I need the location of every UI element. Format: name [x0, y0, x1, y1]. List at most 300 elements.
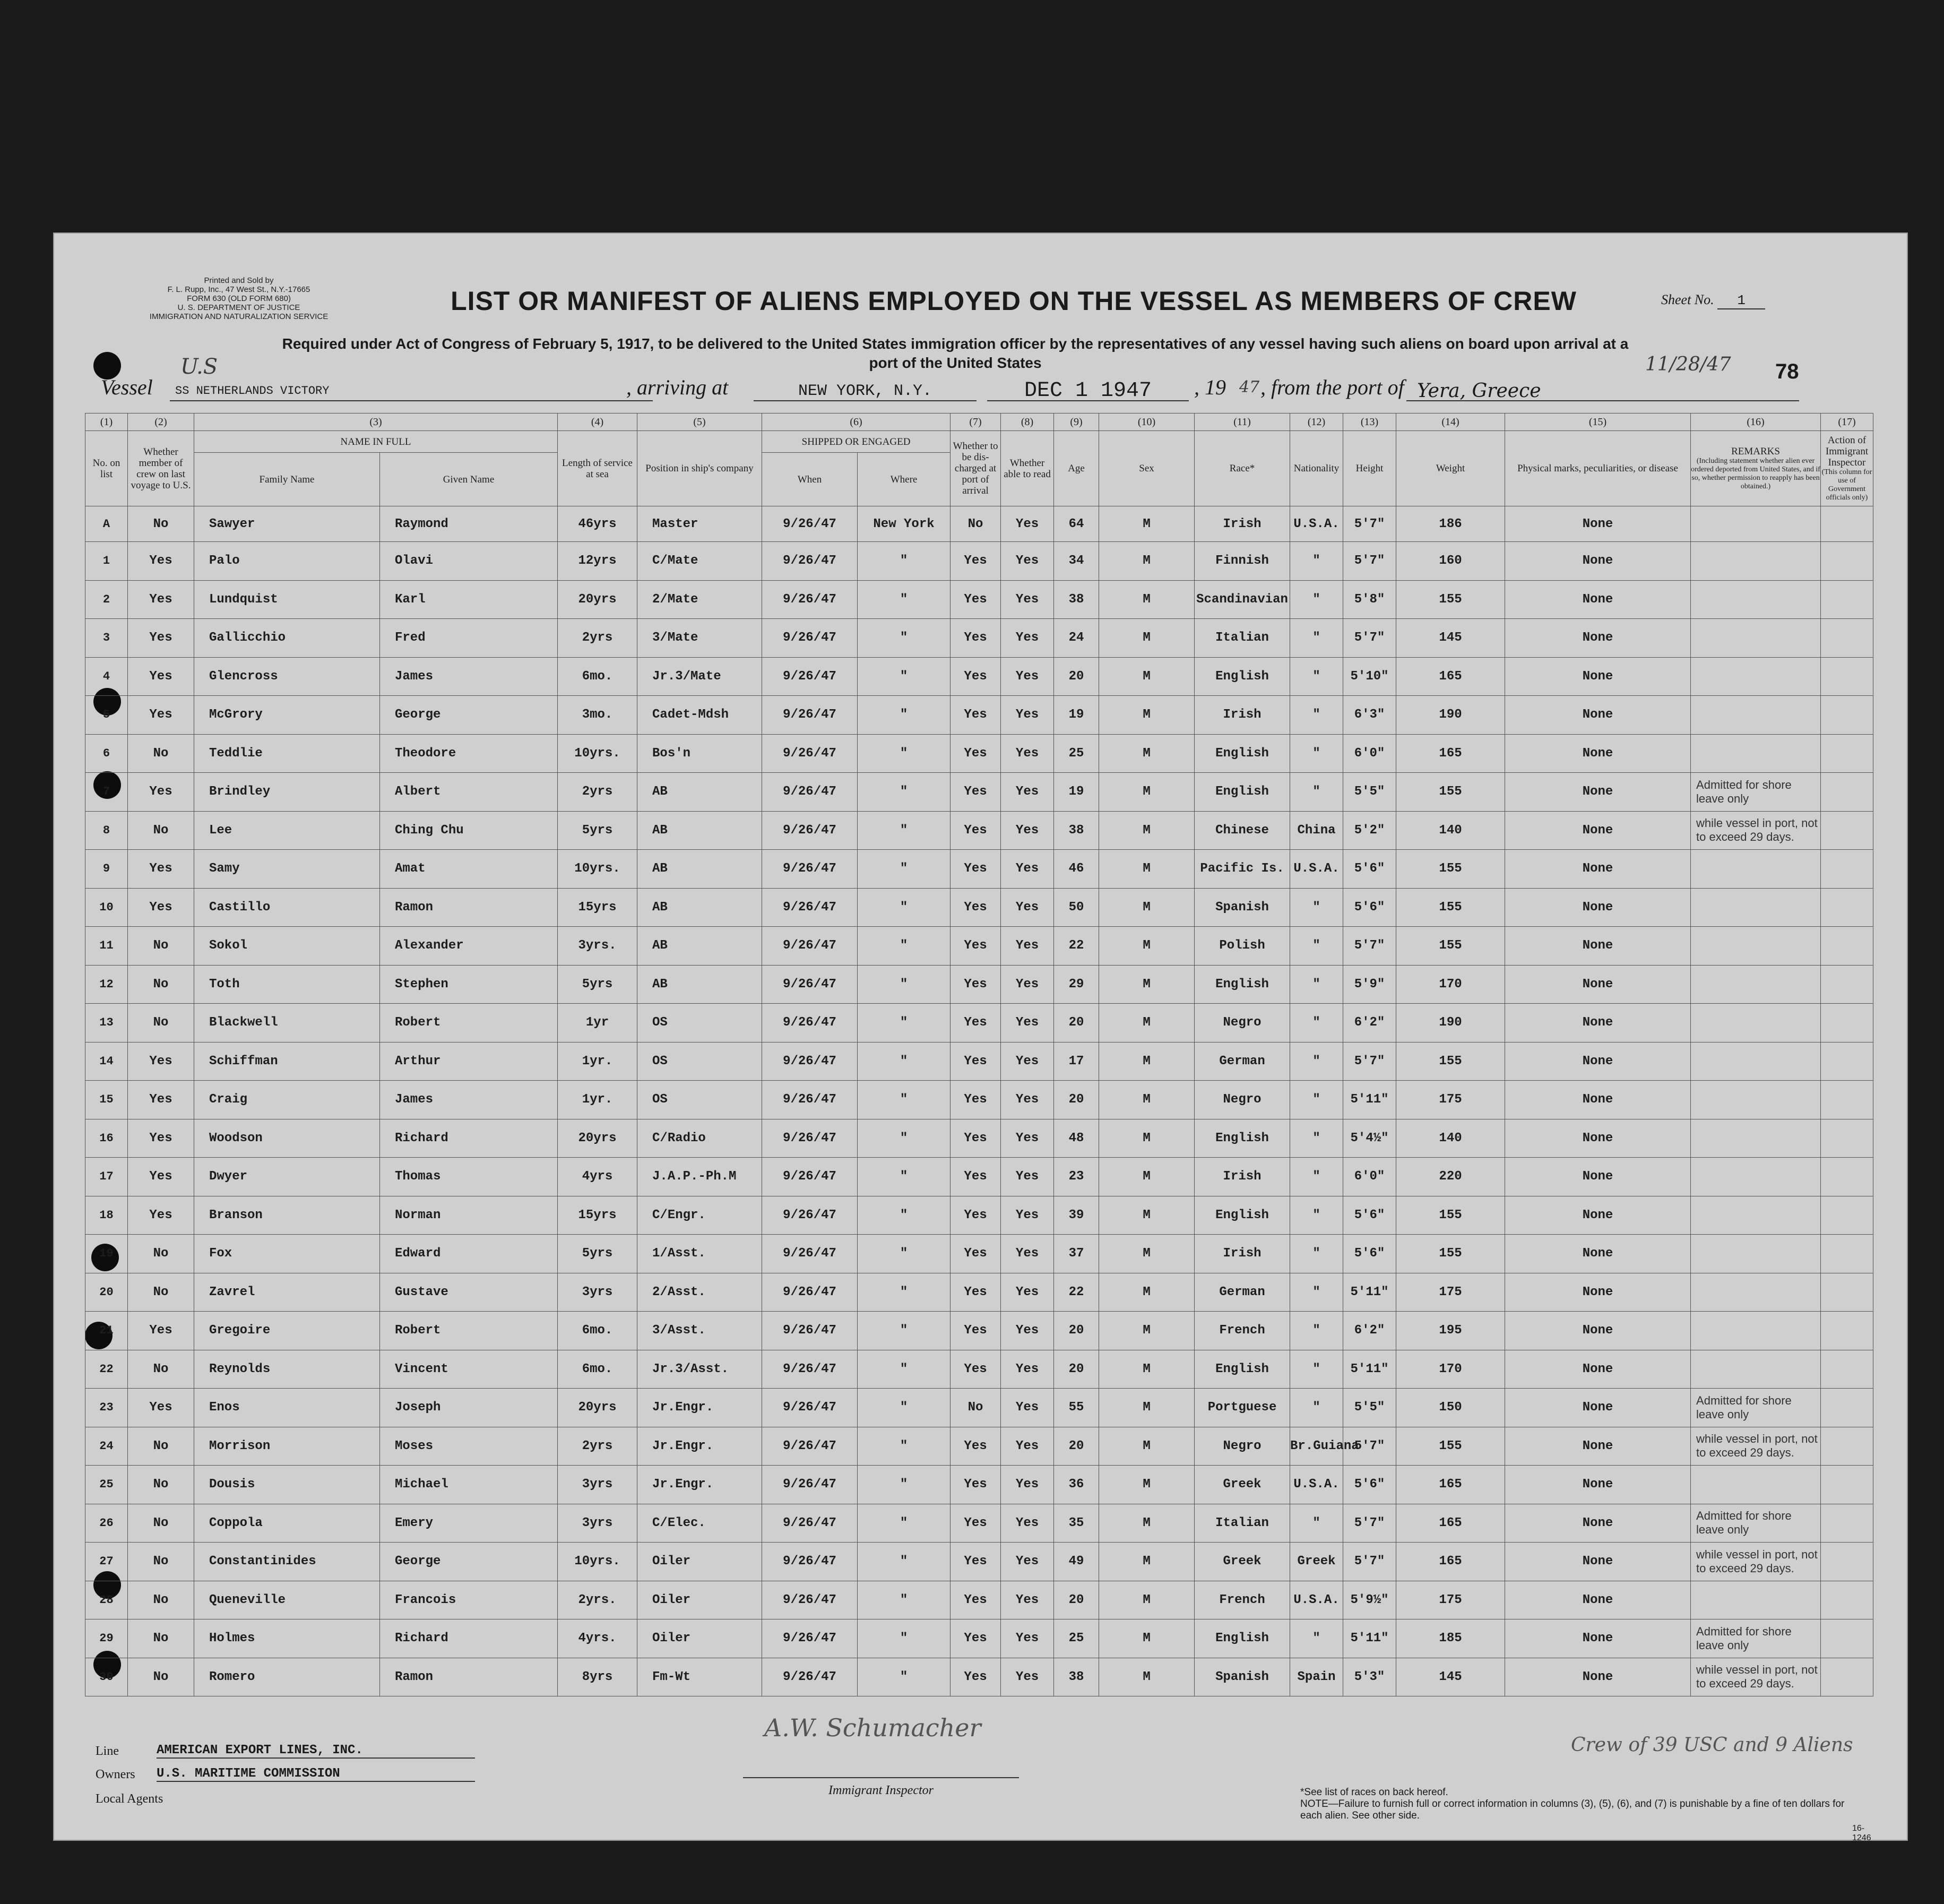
shipped-where-cell: ": [858, 1658, 951, 1696]
table-row: [85, 1081, 1873, 1119]
family-name-cell: Palo: [194, 542, 380, 581]
given-name-cell: Ramon: [380, 888, 558, 927]
nationality-cell: U.S.A.: [1290, 506, 1343, 542]
inspector-action-cell: [1821, 773, 1873, 812]
given-name-cell: Stephen: [380, 965, 558, 1004]
height-cell: 5'9": [1343, 965, 1396, 1004]
weight-cell: 140: [1396, 1119, 1505, 1158]
family-name-cell: Holmes: [194, 1619, 380, 1658]
age-cell: 22: [1054, 927, 1099, 966]
can-read-cell: Yes: [1001, 1658, 1054, 1696]
physical-marks-cell: None: [1505, 1543, 1691, 1581]
weight-cell: 165: [1396, 734, 1505, 773]
nationality-cell: ": [1290, 1158, 1343, 1196]
list-number-cell: 15: [85, 1081, 128, 1119]
sex-cell: M: [1099, 696, 1195, 735]
footnotes: [1300, 1787, 1857, 1822]
remarks-cell: while vessel in port, not to exceed 29 days.: [1691, 1427, 1821, 1466]
col-family-name: Family Name: [194, 453, 380, 506]
weight-cell: 165: [1396, 1466, 1505, 1504]
nationality-cell: ": [1290, 888, 1343, 927]
service-length-cell: 46yrs: [558, 506, 637, 542]
table-row: [85, 1581, 1873, 1619]
shipped-where-cell: ": [858, 773, 951, 812]
shipped-when-cell: 9/26/47: [762, 1312, 858, 1350]
height-cell: 5'4½": [1343, 1119, 1396, 1158]
discharged-cell: Yes: [951, 1466, 1001, 1504]
shipped-where-cell: ": [858, 1273, 951, 1312]
height-cell: 5'9½": [1343, 1581, 1396, 1619]
age-cell: 38: [1054, 580, 1099, 619]
age-cell: 20: [1054, 1427, 1099, 1466]
physical-marks-cell: None: [1505, 1119, 1691, 1158]
inspector-action-cell: [1821, 1658, 1873, 1696]
age-cell: 35: [1054, 1504, 1099, 1543]
shipped-where-cell: ": [858, 1158, 951, 1196]
sex-cell: M: [1099, 1042, 1195, 1081]
shipped-where-cell: ": [858, 1504, 951, 1543]
col-name-in-full: NAME IN FULL: [194, 431, 558, 453]
shipped-when-cell: 9/26/47: [762, 1658, 858, 1696]
shipped-when-cell: 9/26/47: [762, 696, 858, 735]
race-cell: German: [1195, 1042, 1290, 1081]
can-read-cell: Yes: [1001, 773, 1054, 812]
shipped-when-cell: 9/26/47: [762, 850, 858, 889]
discharged-cell: Yes: [951, 888, 1001, 927]
table-row: [85, 1504, 1873, 1543]
discharged-cell: Yes: [951, 1312, 1001, 1350]
weight-cell: 165: [1396, 1504, 1505, 1543]
shipped-where-cell: ": [858, 1004, 951, 1043]
last-voyage-cell: No: [128, 811, 194, 850]
vessel-prefix-hand: U.S: [180, 355, 218, 379]
family-name-cell: Coppola: [194, 1504, 380, 1543]
last-voyage-cell: Yes: [128, 1158, 194, 1196]
table-row: [85, 1543, 1873, 1581]
from-label: , from the port of: [1260, 375, 1404, 399]
last-voyage-cell: Yes: [128, 696, 194, 735]
last-voyage-cell: Yes: [128, 1042, 194, 1081]
family-name-cell: Morrison: [194, 1427, 380, 1466]
remarks-cell: [1691, 1042, 1821, 1081]
inspector-action-cell: [1821, 811, 1873, 850]
penalty-footnote: NOTE—Failure to furnish full or correct information in columns (3), (5), (6), and (7) is punishable by a fine of ten dollars for each alien. See other side.: [1300, 1798, 1845, 1821]
nationality-cell: ": [1290, 657, 1343, 696]
shipped-where-cell: ": [858, 1312, 951, 1350]
col-shipped-engaged: SHIPPED OR ENGAGED: [762, 431, 951, 453]
service-length-cell: 10yrs.: [558, 1543, 637, 1581]
agents-label: Local Agents: [96, 1792, 163, 1806]
position-cell: OS: [637, 1081, 762, 1119]
discharged-cell: Yes: [951, 1427, 1001, 1466]
list-number-cell: 4: [85, 657, 128, 696]
family-name-cell: Dwyer: [194, 1158, 380, 1196]
service-length-cell: 2yrs: [558, 773, 637, 812]
weight-cell: 155: [1396, 1196, 1505, 1235]
shipped-where-cell: ": [858, 696, 951, 735]
service-length-cell: 1yr.: [558, 1081, 637, 1119]
col-number: (14): [1396, 413, 1505, 431]
race-cell: Spanish: [1195, 888, 1290, 927]
list-number-cell: 21: [85, 1312, 128, 1350]
given-name-cell: Joseph: [380, 1389, 558, 1427]
given-name-cell: Michael: [380, 1466, 558, 1504]
sex-cell: M: [1099, 580, 1195, 619]
remarks-cell: [1691, 927, 1821, 966]
shipped-where-cell: ": [858, 850, 951, 889]
inspector-action-cell: [1821, 734, 1873, 773]
last-voyage-cell: Yes: [128, 850, 194, 889]
last-voyage-cell: No: [128, 1350, 194, 1389]
position-cell: Oiler: [637, 1581, 762, 1619]
discharged-cell: Yes: [951, 1158, 1001, 1196]
shipped-when-cell: 9/26/47: [762, 1235, 858, 1273]
table-row: [85, 580, 1873, 619]
shipped-when-cell: 9/26/47: [762, 619, 858, 658]
col-number: (3): [194, 413, 558, 431]
list-number-cell: 29: [85, 1619, 128, 1658]
col-number: (8): [1001, 413, 1054, 431]
inspector-action-cell: [1821, 965, 1873, 1004]
inspector-action-cell: [1821, 888, 1873, 927]
can-read-cell: Yes: [1001, 506, 1054, 542]
inspector-action-cell: [1821, 1543, 1873, 1581]
race-cell: English: [1195, 1350, 1290, 1389]
weight-cell: 185: [1396, 1619, 1505, 1658]
weight-cell: 175: [1396, 1581, 1505, 1619]
col-when: When: [762, 453, 858, 506]
shipped-when-cell: 9/26/47: [762, 506, 858, 542]
manifest-footer: [96, 1734, 1871, 1842]
col-number: (4): [558, 413, 637, 431]
remarks-cell: [1691, 696, 1821, 735]
col-nationality: Nationality: [1290, 431, 1343, 506]
last-voyage-cell: No: [128, 1466, 194, 1504]
age-cell: 20: [1054, 657, 1099, 696]
col-able-to-read: Whether able to read: [1001, 431, 1054, 506]
discharged-cell: Yes: [951, 1235, 1001, 1273]
discharged-cell: Yes: [951, 1196, 1001, 1235]
position-cell: 2/Asst.: [637, 1273, 762, 1312]
shipped-where-cell: ": [858, 1081, 951, 1119]
given-name-cell: George: [380, 1543, 558, 1581]
list-number-cell: 22: [85, 1350, 128, 1389]
remarks-cell: [1691, 1466, 1821, 1504]
inspector-action-cell: [1821, 1158, 1873, 1196]
weight-cell: 155: [1396, 1235, 1505, 1273]
inspector-action-cell: [1821, 1196, 1873, 1235]
arrival-date-stamp: DEC 1 1947: [987, 382, 1189, 401]
discharged-cell: Yes: [951, 542, 1001, 581]
weight-cell: 165: [1396, 657, 1505, 696]
list-number-cell: 27: [85, 1543, 128, 1581]
nationality-cell: ": [1290, 696, 1343, 735]
inspector-action-cell: [1821, 619, 1873, 658]
given-name-cell: Arthur: [380, 1042, 558, 1081]
remarks-cell: [1691, 619, 1821, 658]
remarks-cell: while vessel in port, not to exceed 29 days.: [1691, 811, 1821, 850]
service-length-cell: 3mo.: [558, 696, 637, 735]
family-name-cell: Queneville: [194, 1581, 380, 1619]
family-name-cell: Zavrel: [194, 1273, 380, 1312]
list-number-cell: 10: [85, 888, 128, 927]
list-number-cell: 18: [85, 1196, 128, 1235]
race-cell: Greek: [1195, 1543, 1290, 1581]
shipped-when-cell: 9/26/47: [762, 580, 858, 619]
age-cell: 20: [1054, 1312, 1099, 1350]
remarks-cell: [1691, 965, 1821, 1004]
service-length-cell: 5yrs: [558, 965, 637, 1004]
race-cell: Scandinavian: [1195, 580, 1290, 619]
race-cell: English: [1195, 1619, 1290, 1658]
table-row: [85, 850, 1873, 889]
inspector-subheading: (This column for use of Government officials only): [1821, 468, 1872, 502]
height-cell: 5'6": [1343, 850, 1396, 889]
given-name-cell: Olavi: [380, 542, 558, 581]
weight-cell: 145: [1396, 619, 1505, 658]
col-number: (6): [762, 413, 951, 431]
sex-cell: M: [1099, 1581, 1195, 1619]
nationality-cell: China: [1290, 811, 1343, 850]
col-number: (11): [1195, 413, 1290, 431]
height-cell: 5'11": [1343, 1619, 1396, 1658]
list-number-cell: 1: [85, 542, 128, 581]
sex-cell: M: [1099, 1235, 1195, 1273]
weight-cell: 186: [1396, 506, 1505, 542]
remarks-cell: [1691, 1273, 1821, 1312]
position-cell: AB: [637, 965, 762, 1004]
weight-cell: 155: [1396, 580, 1505, 619]
inspector-action-cell: [1821, 1235, 1873, 1273]
list-number-cell: 30: [85, 1658, 128, 1696]
col-number: (7): [951, 413, 1001, 431]
nationality-cell: ": [1290, 619, 1343, 658]
physical-marks-cell: None: [1505, 927, 1691, 966]
shipped-where-cell: ": [858, 1427, 951, 1466]
last-voyage-cell: Yes: [128, 888, 194, 927]
given-name-cell: Moses: [380, 1427, 558, 1466]
weight-cell: 150: [1396, 1389, 1505, 1427]
table-row: [85, 888, 1873, 927]
physical-marks-cell: None: [1505, 657, 1691, 696]
physical-marks-cell: None: [1505, 580, 1691, 619]
last-voyage-cell: No: [128, 1427, 194, 1466]
sex-cell: M: [1099, 1119, 1195, 1158]
race-cell: Pacific Is.: [1195, 850, 1290, 889]
shipped-when-cell: 9/26/47: [762, 1581, 858, 1619]
nationality-cell: Greek: [1290, 1543, 1343, 1581]
list-number-cell: 28: [85, 1581, 128, 1619]
sex-cell: M: [1099, 734, 1195, 773]
family-name-cell: Branson: [194, 1196, 380, 1235]
discharged-cell: No: [951, 1389, 1001, 1427]
col-where: Where: [858, 453, 951, 506]
discharged-cell: Yes: [951, 657, 1001, 696]
remarks-cell: [1691, 1081, 1821, 1119]
weight-cell: 155: [1396, 850, 1505, 889]
table-row: [85, 965, 1873, 1004]
position-cell: 1/Asst.: [637, 1235, 762, 1273]
sheet-number: Sheet No. 1: [1661, 292, 1765, 309]
col-number: (2): [128, 413, 194, 431]
given-name-cell: Robert: [380, 1004, 558, 1043]
shipped-when-cell: 9/26/47: [762, 1042, 858, 1081]
family-name-cell: Castillo: [194, 888, 380, 927]
given-name-cell: James: [380, 657, 558, 696]
nationality-cell: U.S.A.: [1290, 850, 1343, 889]
weight-cell: 220: [1396, 1158, 1505, 1196]
weight-cell: 175: [1396, 1081, 1505, 1119]
inspector-action-cell: [1821, 1466, 1873, 1504]
last-voyage-cell: No: [128, 1658, 194, 1696]
remarks-cell: [1691, 1119, 1821, 1158]
inspector-action-cell: [1821, 1504, 1873, 1543]
service-length-cell: 15yrs: [558, 888, 637, 927]
position-cell: Oiler: [637, 1543, 762, 1581]
remarks-cell: while vessel in port, not to exceed 29 days.: [1691, 1658, 1821, 1696]
list-number-cell: 24: [85, 1427, 128, 1466]
table-row: [85, 734, 1873, 773]
sex-cell: M: [1099, 927, 1195, 966]
weight-cell: 155: [1396, 927, 1505, 966]
weight-cell: 145: [1396, 1658, 1505, 1696]
weight-cell: 160: [1396, 542, 1505, 581]
weight-cell: 170: [1396, 965, 1505, 1004]
table-row: [85, 1466, 1873, 1504]
list-number-cell: 6: [85, 734, 128, 773]
family-name-cell: Constantinides: [194, 1543, 380, 1581]
age-cell: 19: [1054, 773, 1099, 812]
service-length-cell: 12yrs: [558, 542, 637, 581]
last-voyage-cell: Yes: [128, 619, 194, 658]
physical-marks-cell: None: [1505, 1581, 1691, 1619]
family-name-cell: Enos: [194, 1389, 380, 1427]
list-number-cell: 3: [85, 619, 128, 658]
inspector-action-cell: [1821, 1081, 1873, 1119]
discharged-cell: Yes: [951, 1119, 1001, 1158]
position-cell: Cadet-Mdsh: [637, 696, 762, 735]
sex-cell: M: [1099, 1312, 1195, 1350]
discharged-cell: Yes: [951, 1581, 1001, 1619]
discharged-cell: Yes: [951, 811, 1001, 850]
can-read-cell: Yes: [1001, 811, 1054, 850]
can-read-cell: Yes: [1001, 1389, 1054, 1427]
shipped-where-cell: ": [858, 1619, 951, 1658]
given-name-cell: Albert: [380, 773, 558, 812]
given-name-cell: Thomas: [380, 1158, 558, 1196]
shipped-when-cell: 9/26/47: [762, 811, 858, 850]
sex-cell: M: [1099, 1619, 1195, 1658]
nationality-cell: ": [1290, 773, 1343, 812]
family-name-cell: Brindley: [194, 773, 380, 812]
owners-value: U.S. MARITIME COMMISSION: [157, 1767, 475, 1782]
position-cell: J.A.P.-Ph.M: [637, 1158, 762, 1196]
physical-marks-cell: None: [1505, 773, 1691, 812]
last-voyage-cell: Yes: [128, 657, 194, 696]
nationality-cell: ": [1290, 580, 1343, 619]
position-cell: AB: [637, 850, 762, 889]
sex-cell: M: [1099, 1158, 1195, 1196]
sex-cell: M: [1099, 850, 1195, 889]
age-cell: 46: [1054, 850, 1099, 889]
sex-cell: M: [1099, 542, 1195, 581]
shipped-where-cell: ": [858, 619, 951, 658]
can-read-cell: Yes: [1001, 619, 1054, 658]
family-name-cell: Lundquist: [194, 580, 380, 619]
age-cell: 38: [1054, 811, 1099, 850]
col-number: (10): [1099, 413, 1195, 431]
race-cell: English: [1195, 965, 1290, 1004]
physical-marks-cell: None: [1505, 1081, 1691, 1119]
shipped-when-cell: 9/26/47: [762, 1619, 858, 1658]
col-number: (15): [1505, 413, 1691, 431]
nationality-cell: ": [1290, 1619, 1343, 1658]
table-row: [85, 811, 1873, 850]
col-number: (5): [637, 413, 762, 431]
age-cell: 49: [1054, 1543, 1099, 1581]
year-label: , 19: [1194, 375, 1226, 399]
nationality-cell: ": [1290, 1350, 1343, 1389]
table-row: [85, 1158, 1873, 1196]
sex-cell: M: [1099, 1466, 1195, 1504]
nationality-cell: ": [1290, 1004, 1343, 1043]
service-length-cell: 6mo.: [558, 657, 637, 696]
shipped-when-cell: 9/26/47: [762, 1273, 858, 1312]
position-cell: 2/Mate: [637, 580, 762, 619]
height-cell: 5'11": [1343, 1081, 1396, 1119]
handwritten-date: 11/28/47: [1645, 354, 1731, 375]
discharged-cell: Yes: [951, 580, 1001, 619]
inspector-action-cell: [1821, 1581, 1873, 1619]
shipped-where-cell: ": [858, 1466, 951, 1504]
can-read-cell: Yes: [1001, 1196, 1054, 1235]
service-length-cell: 3yrs.: [558, 927, 637, 966]
col-number: (1): [85, 413, 128, 431]
can-read-cell: Yes: [1001, 696, 1054, 735]
physical-marks-cell: None: [1505, 1619, 1691, 1658]
table-row: [85, 1427, 1873, 1466]
table-row: [85, 1619, 1873, 1658]
list-number-cell: 20: [85, 1273, 128, 1312]
col-age: Age: [1054, 431, 1099, 506]
height-cell: 6'0": [1343, 1158, 1396, 1196]
vessel-label: Vessel: [101, 375, 153, 399]
discharged-cell: Yes: [951, 1273, 1001, 1312]
can-read-cell: Yes: [1001, 1119, 1054, 1158]
nationality-cell: ": [1290, 734, 1343, 773]
last-voyage-cell: Yes: [128, 773, 194, 812]
family-name-cell: Schiffman: [194, 1042, 380, 1081]
line-value: AMERICAN EXPORT LINES, INC.: [157, 1743, 475, 1759]
last-voyage-cell: Yes: [128, 1312, 194, 1350]
nationality-cell: ": [1290, 927, 1343, 966]
remarks-cell: [1691, 1004, 1821, 1043]
height-cell: 5'7": [1343, 1042, 1396, 1081]
shipped-when-cell: 9/26/47: [762, 1119, 858, 1158]
shipped-where-cell: ": [858, 1581, 951, 1619]
can-read-cell: Yes: [1001, 1619, 1054, 1658]
discharged-cell: Yes: [951, 1004, 1001, 1043]
remarks-cell: Admitted for shore leave only: [1691, 1504, 1821, 1543]
shipped-when-cell: 9/26/47: [762, 888, 858, 927]
family-name-cell: Sokol: [194, 927, 380, 966]
given-name-cell: Alexander: [380, 927, 558, 966]
table-row: [85, 1350, 1873, 1389]
list-number-cell: 7: [85, 773, 128, 812]
given-name-cell: Robert: [380, 1312, 558, 1350]
column-number-row: [85, 413, 1873, 431]
height-cell: 5'6": [1343, 1235, 1396, 1273]
